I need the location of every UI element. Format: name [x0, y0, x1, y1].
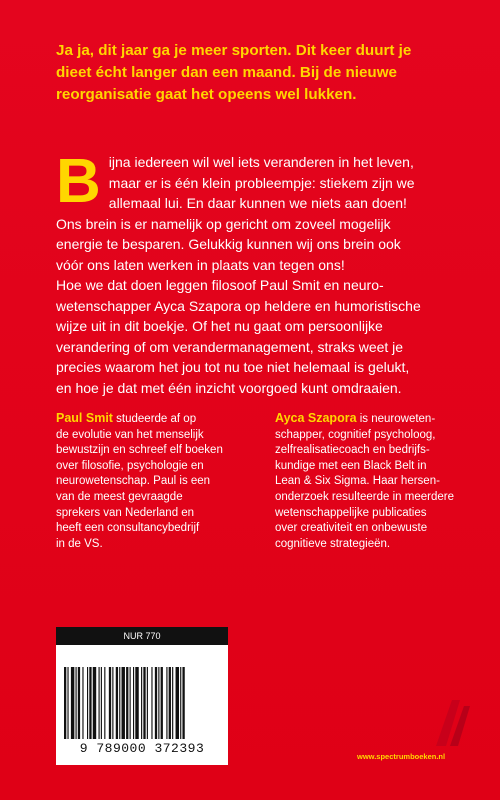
intro-line: Ja ja, dit jaar ga je meer sporten. Dit keer duurt je [56, 42, 412, 59]
blurb-line: en hoe je dat met één inzicht voorgoed kunt omdraaien. [56, 379, 402, 396]
barcode-icon [64, 667, 220, 739]
author-name: Ayca Szapora [275, 411, 357, 425]
blurb-line: wijze uit in dit boekje. Of het nu gaat om persoonlijke [56, 318, 383, 334]
bio-line: bewustzijn en schreef elf boeken [56, 444, 223, 457]
bio-line: in de VS. [56, 537, 103, 550]
author-bio-ayca-szapora [275, 411, 475, 552]
bio-line: over filosofie, psychologie en [56, 459, 204, 472]
blurb-line: maar er is één klein probleempje: stiekem zijn we [108, 174, 415, 191]
bio-line: schapper, cognitief psycholoog, [275, 428, 436, 441]
blurb-line: allemaal lui. En daar kunnen we niets aan doen! [108, 195, 407, 211]
blurb-line: Hoe we dat doen leggen filosoof Paul Smit en neuro- [56, 277, 384, 293]
bio-line: neurowetenschap. Paul is een [56, 475, 211, 488]
blurb-line: energie te besparen. Gelukkig kunnen wij ons brein ook [56, 236, 401, 252]
bio-line: zelfrealisatiecoach en bedrijfs- [275, 444, 430, 457]
bio-line: van de meest gevraagde [56, 490, 183, 503]
bio-text: studeerde af op [112, 413, 197, 425]
bio-line: over creativiteit en onbewuste [275, 522, 428, 535]
bio-line: wetenschappelijke publicaties [275, 506, 427, 519]
bio-line: Lean & Six Sigma. Haar hersen- [275, 475, 440, 488]
intro-teaser [56, 40, 476, 106]
author-name: Paul Smit [56, 411, 113, 425]
blurb-line: verandering of om verandermanagement, straks weet je [56, 338, 404, 355]
bio-line: cognitieve strategieën. [275, 537, 391, 550]
blurb-line: precies waarom het jou tot nu toe niet helemaal is gelukt, [56, 359, 410, 375]
blurb-line: vóór ons laten werken in plaats van tegen ons! [56, 256, 345, 273]
bio-line: heeft een consultancybedrijf [56, 522, 200, 535]
nur-code: NUR 770 [56, 627, 228, 645]
bio-line: de evolutie van het menselijk [56, 428, 204, 441]
blurb [56, 147, 476, 398]
isbn-barcode [56, 627, 228, 765]
author-bio-paul-smit [56, 411, 256, 552]
drop-cap: B [56, 147, 101, 216]
bio-text: is neuroweten- [356, 413, 436, 425]
isbn-number: 9 789000 372393 [79, 741, 205, 756]
intro-line: reorganisatie gaat het opeens wel lukken. [56, 86, 357, 103]
publisher-logo-icon [430, 700, 480, 746]
blurb-line: ijna iedereen wil wel iets veranderen in het leven, [108, 154, 414, 170]
intro-line: dieet écht langer dan een maand. Bij de nieuwe [56, 64, 397, 81]
bio-line: kundige met een Black Belt in [275, 459, 427, 472]
publisher-url: www.spectrumboeken.nl [357, 752, 446, 761]
bio-line: sprekers van Nederland en [56, 506, 195, 519]
blurb-line: Ons brein is er namelijk op gericht om zoveel mogelijk [56, 215, 391, 232]
bio-line: onderzoek resulteerde in meerdere [275, 490, 454, 503]
blurb-line: wetenschapper Ayca Szapora op heldere en humoristische [56, 297, 421, 314]
